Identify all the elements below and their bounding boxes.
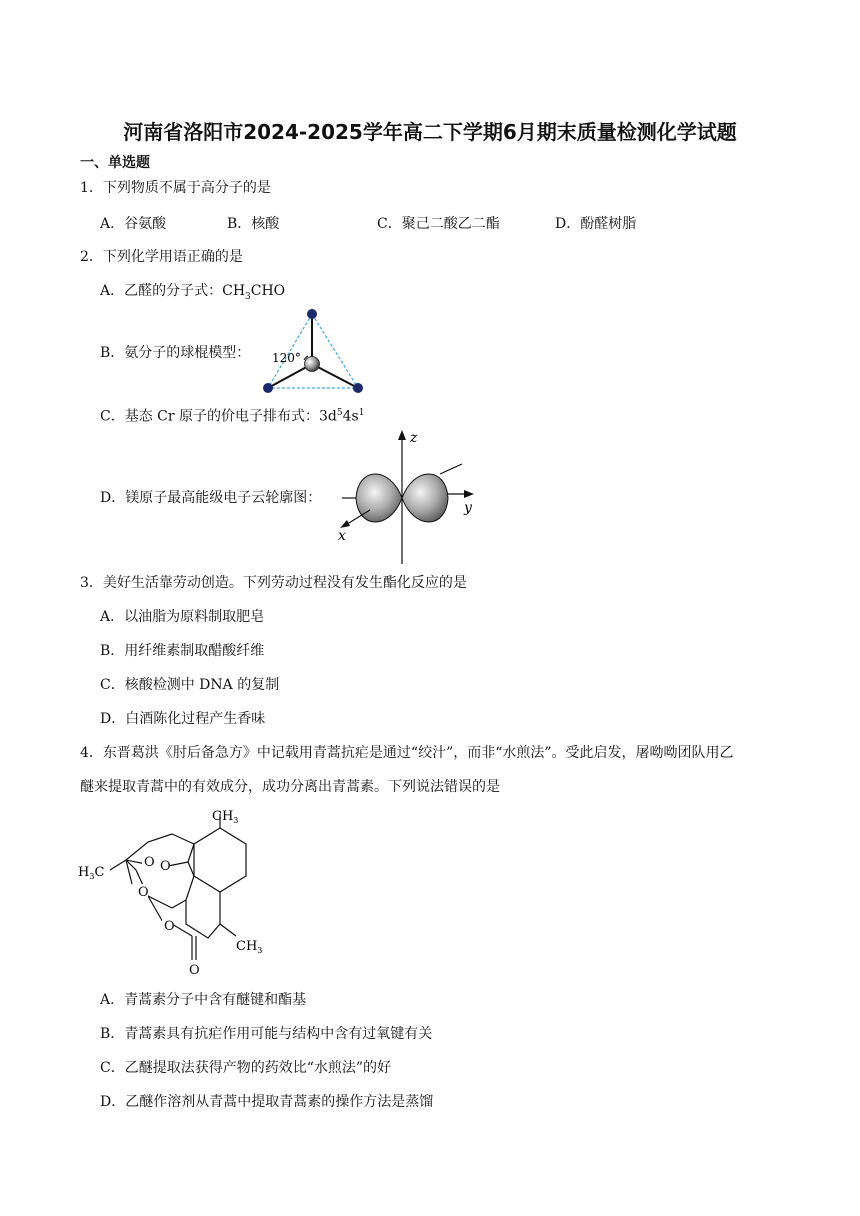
ether-oxygen: O <box>138 885 149 900</box>
ring-oxygen: O <box>164 919 175 934</box>
q3-option-d: D．白酒陈化过程产生香味 <box>100 711 266 727</box>
bond-angle-label: 120° <box>272 351 301 365</box>
q4-option-b: B．青蒿素具有抗疟作用可能与结构中含有过氧键有关 <box>100 1026 433 1042</box>
q2-option-d: D．镁原子最高能级电子云轮廓图： <box>100 490 322 506</box>
question-1-stem: 1．下列物质不属于高分子的是 <box>80 180 271 196</box>
q4-option-c: C．乙醚提取法获得产物的药效比“水煎法”的好 <box>100 1060 392 1076</box>
q2-option-a: A．乙醛的分子式：$CH_3CHO$ <box>100 283 286 302</box>
artemisinin-structure <box>76 804 276 980</box>
question-4-stem-line-1: 4．东晋葛洪《肘后备急方》中记载用青蒿抗疟是通过“绞汁”，而非“水煎法”。受此启发，屠呦呦团队用乙 <box>80 745 734 761</box>
question-2-stem: 2．下列化学用语正确的是 <box>80 249 243 265</box>
p-orbital-diagram <box>330 428 480 564</box>
ammonia-ball-stick-model <box>262 308 372 398</box>
q1-option-a: A．谷氨酸 <box>100 216 167 232</box>
q3-option-a: A．以油脂为原料制取肥皂 <box>100 609 265 625</box>
axis-x-label: x <box>338 528 346 544</box>
question-4-stem-line-2: 醚来提取青蒿中的有效成分，成功分离出青蒿素。下列说法错误的是 <box>80 779 500 795</box>
page-title: 河南省洛阳市2024-2025学年高二下学期6月期末质量检测化学试题 <box>123 120 737 144</box>
methyl-right-label: $CH_3$ <box>236 939 263 955</box>
peroxide-oxygen-2: O <box>160 859 171 874</box>
q4-option-a: A．青蒿素分子中含有醚键和酯基 <box>100 992 307 1008</box>
q1-option-d: D．酚醛树脂 <box>555 216 637 232</box>
axis-z-label: z <box>410 430 418 446</box>
section-heading: 一、单选题 <box>80 155 150 171</box>
question-1-options <box>100 213 820 233</box>
q2-option-c: C．基态 Cr 原子的价电子排布式：$3d^54s^1$ <box>100 408 365 425</box>
q4-option-d: D．乙醚作溶剂从青蒿中提取青蒿素的操作方法是蒸馏 <box>100 1094 434 1110</box>
axis-y-label: y <box>464 500 472 516</box>
q2-option-b: B．氨分子的球棍模型： <box>100 345 251 361</box>
methyl-top-label: $CH_3$ <box>212 809 239 825</box>
q3-option-b: B．用纤维素制取醋酸纤维 <box>100 643 265 659</box>
q1-option-c: C．聚己二酸乙二酯 <box>377 216 500 232</box>
q1-option-b: B．核酸 <box>227 216 280 232</box>
peroxide-oxygen-1: O <box>144 855 155 870</box>
q3-option-c: C．核酸检测中 DNA 的复制 <box>100 677 280 693</box>
question-3-stem: 3．美好生活靠劳动创造。下列劳动过程没有发生酯化反应的是 <box>80 575 467 591</box>
carbonyl-oxygen: O <box>189 963 200 978</box>
methyl-left-label: $H_3C$ <box>78 865 105 881</box>
